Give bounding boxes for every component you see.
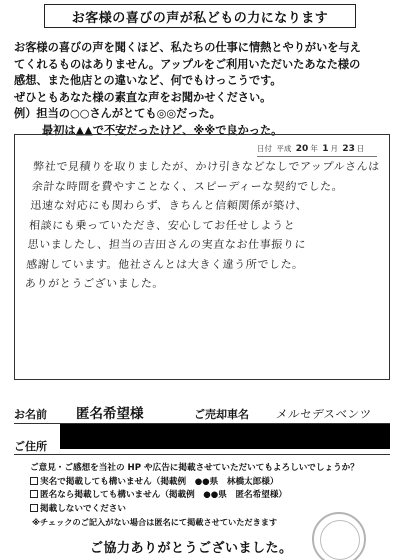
date-field xyxy=(257,143,377,157)
consent-option-label: 掲載しないでください xyxy=(40,503,126,514)
date-month-unit: 月 xyxy=(330,144,338,153)
checkbox-icon[interactable] xyxy=(30,490,38,498)
date-month: 1 xyxy=(322,144,329,154)
address-label: ご住所 xyxy=(14,440,47,453)
comment-line: 思いましたし、担当の吉田さんの実直なお仕事振りに xyxy=(27,238,307,251)
intro-text xyxy=(14,40,390,139)
car-label: ご売却車名 xyxy=(194,408,249,421)
date-day-unit: 日 xyxy=(356,144,365,153)
checkbox-icon[interactable] xyxy=(30,477,38,485)
page-header xyxy=(44,4,356,28)
name-value: 匿名希望様 xyxy=(76,406,144,422)
comment-line: 余計な時間を費やすことなく、スピーディーな契約でした。 xyxy=(31,179,344,193)
intro-line: ぜひともあなた様の素直な声をお聞かせください。 xyxy=(14,90,272,104)
consent-note: ※チェックのご記入がない場合は匿名にて掲載させていただきます xyxy=(32,517,278,528)
company-stamp xyxy=(312,512,366,560)
comment-line: ありがとうございました。 xyxy=(24,277,165,290)
name-row xyxy=(14,400,390,422)
handwritten-comment xyxy=(24,157,384,294)
comment-line: 迅速な対応にも関わらず、きちんと信頼関係が築け、 xyxy=(29,199,308,212)
comment-line: 弊社で見積りを取りましたが、かけ引きなどなしでアップルさんは xyxy=(32,160,381,173)
checkbox-icon[interactable] xyxy=(30,504,38,512)
consent-question: ご意見・ご感想を当社の HP や広告に掲載させていただいてもよろしいでしょうか？ xyxy=(30,463,359,473)
date-year-unit: 年 xyxy=(310,144,318,153)
date-year: 20 xyxy=(295,144,309,154)
address-redaction xyxy=(60,424,390,449)
date-era: 平成 xyxy=(276,144,292,153)
intro-example: 最初は▲▲で不安だったけど、※※で良かった。 xyxy=(42,123,283,137)
thanks-message: ご協力ありがとうございました。 xyxy=(90,541,293,556)
car-value: メルセデスベンツ xyxy=(275,407,373,421)
header-title: お客様の喜びの声が私どもの力になります xyxy=(71,10,329,26)
name-label: お名前 xyxy=(14,408,47,421)
intro-line: 感想、また他店との違いなど、何でもけっこうです。 xyxy=(14,74,282,87)
comment-line: 感謝しています。他社さんとは大きく違う所でした。 xyxy=(25,257,305,271)
consent-option-realname[interactable] xyxy=(30,476,390,490)
consent-option-label: 実名で掲載しても構いません（掲載例 ●●県 林橋太郎様） xyxy=(40,476,279,487)
intro-example: 例）担当の○○さんがとても◎◎だった。 xyxy=(14,107,221,120)
comment-line: 相談にも乗っていただき、安心してお任せしようと xyxy=(28,218,296,232)
consent-option-anonymous[interactable] xyxy=(30,489,390,503)
intro-line: お客様の喜びの声を聞くほど、私たちの仕事に情熱とやりがいを与え xyxy=(14,41,361,54)
comment-box xyxy=(14,134,390,380)
consent-option-label: 匿名なら掲載しても構いません（掲載例 ●●県 匿名希望様） xyxy=(40,490,288,501)
address-underline xyxy=(14,454,390,455)
date-day: 23 xyxy=(342,144,355,154)
date-label: 日付 xyxy=(257,144,272,153)
intro-line: てくれるものはありません。アップルをご利用いただいたあなた様の xyxy=(14,57,361,71)
